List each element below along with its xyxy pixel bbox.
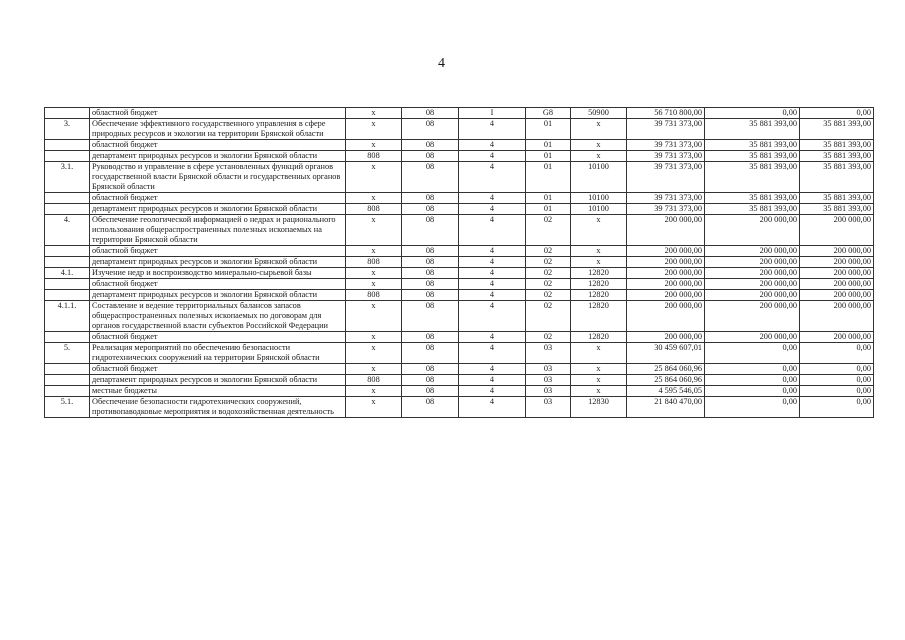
table-row	[45, 301, 874, 332]
row-name: Обеспечение эффективного государственного управления в сфере природных ресурсов и экологии на территории Брянской области	[90, 119, 346, 140]
cell-code-1: 808	[346, 257, 402, 268]
cell-code-5: х	[571, 246, 627, 257]
cell-code-2: 08	[402, 332, 459, 343]
row-number	[45, 108, 90, 119]
cell-code-4: 01	[526, 140, 571, 151]
cell-code-1: х	[346, 268, 402, 279]
table-row	[45, 364, 874, 375]
cell-amount-2: 200 000,00	[705, 290, 800, 301]
cell-code-5: х	[571, 151, 627, 162]
row-name: областной бюджет	[90, 193, 346, 204]
cell-code-1: х	[346, 343, 402, 364]
cell-code-1: 808	[346, 151, 402, 162]
cell-code-4: 02	[526, 257, 571, 268]
table-row	[45, 215, 874, 246]
cell-code-1: х	[346, 246, 402, 257]
cell-amount-2: 200 000,00	[705, 257, 800, 268]
table-row	[45, 108, 874, 119]
cell-code-2: 08	[402, 140, 459, 151]
table-row	[45, 268, 874, 279]
cell-code-5: х	[571, 375, 627, 386]
cell-code-1: х	[346, 215, 402, 246]
cell-amount-1: 200 000,00	[627, 257, 705, 268]
cell-amount-1: 30 459 607,01	[627, 343, 705, 364]
row-number	[45, 246, 90, 257]
cell-code-5: 10100	[571, 193, 627, 204]
cell-code-1: х	[346, 119, 402, 140]
cell-amount-1: 39 731 373,00	[627, 140, 705, 151]
table-row	[45, 246, 874, 257]
cell-amount-2: 35 881 393,00	[705, 140, 800, 151]
table-row	[45, 119, 874, 140]
cell-code-4: G8	[526, 108, 571, 119]
cell-code-5: х	[571, 364, 627, 375]
row-name: департамент природных ресурсов и экологии Брянской области	[90, 257, 346, 268]
row-number: 5.	[45, 343, 90, 364]
cell-amount-3: 200 000,00	[800, 290, 874, 301]
cell-code-1: х	[346, 108, 402, 119]
row-name: местные бюджеты	[90, 386, 346, 397]
row-name: Обеспечение безопасности гидротехнических сооружений, противопаводковые мероприятия и водохозяйственная деятельность	[90, 397, 346, 418]
cell-amount-2: 35 881 393,00	[705, 162, 800, 193]
row-number	[45, 151, 90, 162]
cell-amount-3: 0,00	[800, 343, 874, 364]
cell-code-4: 03	[526, 386, 571, 397]
cell-code-4: 01	[526, 204, 571, 215]
row-number	[45, 204, 90, 215]
row-name: областной бюджет	[90, 364, 346, 375]
table-body	[45, 108, 874, 418]
cell-code-4: 02	[526, 290, 571, 301]
cell-code-2: 08	[402, 397, 459, 418]
cell-amount-2: 200 000,00	[705, 332, 800, 343]
cell-code-4: 01	[526, 193, 571, 204]
cell-amount-3: 35 881 393,00	[800, 193, 874, 204]
row-number	[45, 193, 90, 204]
cell-amount-1: 21 840 470,00	[627, 397, 705, 418]
row-name: Обеспечение геологической информацией о недрах и рационального использования общераспространенных полезных ископаемых на территории Брянской области	[90, 215, 346, 246]
cell-code-4: 02	[526, 268, 571, 279]
cell-code-2: 08	[402, 386, 459, 397]
cell-amount-2: 200 000,00	[705, 301, 800, 332]
cell-amount-1: 39 731 373,00	[627, 119, 705, 140]
table-row	[45, 397, 874, 418]
cell-amount-2: 200 000,00	[705, 279, 800, 290]
cell-code-2: 08	[402, 364, 459, 375]
row-number	[45, 279, 90, 290]
row-name: Составление и ведение территориальных балансов запасов общераспространенных полезных ископаемых по договорам для органов государственной власти субъектов Российской Федерации	[90, 301, 346, 332]
cell-amount-3: 200 000,00	[800, 268, 874, 279]
cell-amount-1: 39 731 373,00	[627, 204, 705, 215]
cell-code-3: 4	[459, 279, 526, 290]
cell-amount-2: 0,00	[705, 397, 800, 418]
row-number: 5.1.	[45, 397, 90, 418]
cell-code-3: I	[459, 108, 526, 119]
cell-amount-2: 35 881 393,00	[705, 193, 800, 204]
row-name: областной бюджет	[90, 108, 346, 119]
row-number	[45, 364, 90, 375]
cell-code-2: 08	[402, 257, 459, 268]
row-name: областной бюджет	[90, 140, 346, 151]
cell-amount-2: 200 000,00	[705, 215, 800, 246]
cell-amount-3: 200 000,00	[800, 301, 874, 332]
cell-amount-1: 200 000,00	[627, 301, 705, 332]
row-number	[45, 140, 90, 151]
cell-amount-3: 200 000,00	[800, 332, 874, 343]
cell-amount-2: 35 881 393,00	[705, 204, 800, 215]
page-number: 4	[438, 56, 445, 71]
table-row	[45, 386, 874, 397]
row-name: областной бюджет	[90, 332, 346, 343]
cell-code-1: 808	[346, 290, 402, 301]
cell-code-2: 08	[402, 119, 459, 140]
cell-amount-2: 200 000,00	[705, 268, 800, 279]
cell-code-1: х	[346, 364, 402, 375]
cell-code-2: 08	[402, 268, 459, 279]
cell-amount-1: 4 595 546,05	[627, 386, 705, 397]
cell-amount-2: 35 881 393,00	[705, 151, 800, 162]
table-row	[45, 290, 874, 301]
cell-amount-1: 200 000,00	[627, 290, 705, 301]
cell-code-4: 03	[526, 397, 571, 418]
cell-code-4: 03	[526, 375, 571, 386]
cell-code-4: 02	[526, 246, 571, 257]
cell-code-5: х	[571, 257, 627, 268]
cell-code-2: 08	[402, 108, 459, 119]
row-name: департамент природных ресурсов и экологии Брянской области	[90, 290, 346, 301]
cell-amount-1: 56 710 800,00	[627, 108, 705, 119]
row-name: Реализация мероприятий по обеспечению безопасности гидротехнических сооружений на территории Брянской области	[90, 343, 346, 364]
cell-code-3: 4	[459, 193, 526, 204]
cell-code-5: х	[571, 119, 627, 140]
cell-amount-2: 35 881 393,00	[705, 119, 800, 140]
cell-code-3: 4	[459, 332, 526, 343]
cell-code-5: х	[571, 140, 627, 151]
cell-code-1: х	[346, 332, 402, 343]
cell-code-2: 08	[402, 301, 459, 332]
cell-code-1: х	[346, 301, 402, 332]
cell-amount-2: 200 000,00	[705, 246, 800, 257]
row-name: областной бюджет	[90, 246, 346, 257]
table-row	[45, 204, 874, 215]
cell-code-3: 4	[459, 246, 526, 257]
cell-code-5: 12830	[571, 397, 627, 418]
cell-amount-3: 0,00	[800, 386, 874, 397]
row-number: 4.1.	[45, 268, 90, 279]
cell-code-4: 01	[526, 151, 571, 162]
cell-amount-3: 35 881 393,00	[800, 204, 874, 215]
cell-amount-3: 35 881 393,00	[800, 140, 874, 151]
cell-code-2: 08	[402, 204, 459, 215]
cell-code-1: 808	[346, 204, 402, 215]
cell-code-1: х	[346, 140, 402, 151]
cell-amount-2: 0,00	[705, 108, 800, 119]
cell-code-3: 4	[459, 343, 526, 364]
cell-code-5: 10100	[571, 162, 627, 193]
cell-amount-1: 200 000,00	[627, 215, 705, 246]
cell-code-4: 01	[526, 162, 571, 193]
cell-amount-3: 200 000,00	[800, 257, 874, 268]
row-name: областной бюджет	[90, 279, 346, 290]
cell-amount-1: 200 000,00	[627, 332, 705, 343]
cell-code-5: 10100	[571, 204, 627, 215]
cell-code-2: 08	[402, 343, 459, 364]
cell-code-5: 12820	[571, 279, 627, 290]
cell-code-4: 01	[526, 119, 571, 140]
cell-code-4: 03	[526, 364, 571, 375]
cell-code-4: 03	[526, 343, 571, 364]
table-row	[45, 375, 874, 386]
cell-amount-1: 39 731 373,00	[627, 193, 705, 204]
cell-code-3: 4	[459, 290, 526, 301]
cell-amount-1: 200 000,00	[627, 268, 705, 279]
cell-code-5: 12820	[571, 290, 627, 301]
table-row	[45, 343, 874, 364]
cell-code-5: 12820	[571, 268, 627, 279]
cell-code-3: 4	[459, 397, 526, 418]
cell-code-2: 08	[402, 151, 459, 162]
cell-amount-3: 200 000,00	[800, 246, 874, 257]
cell-code-4: 02	[526, 215, 571, 246]
cell-code-3: 4	[459, 268, 526, 279]
cell-code-2: 08	[402, 215, 459, 246]
cell-amount-3: 0,00	[800, 397, 874, 418]
cell-amount-2: 0,00	[705, 343, 800, 364]
cell-code-2: 08	[402, 290, 459, 301]
cell-amount-1: 25 864 060,96	[627, 364, 705, 375]
cell-amount-1: 200 000,00	[627, 279, 705, 290]
cell-code-4: 02	[526, 301, 571, 332]
cell-amount-1: 39 731 373,00	[627, 162, 705, 193]
cell-code-1: х	[346, 386, 402, 397]
cell-amount-1: 200 000,00	[627, 246, 705, 257]
cell-code-5: 50900	[571, 108, 627, 119]
row-number: 3.1.	[45, 162, 90, 193]
cell-code-2: 08	[402, 246, 459, 257]
cell-code-2: 08	[402, 162, 459, 193]
cell-code-5: х	[571, 343, 627, 364]
row-name: департамент природных ресурсов и экологии Брянской области	[90, 151, 346, 162]
cell-amount-3: 35 881 393,00	[800, 119, 874, 140]
cell-amount-2: 0,00	[705, 364, 800, 375]
cell-code-3: 4	[459, 364, 526, 375]
table-row	[45, 162, 874, 193]
row-number	[45, 290, 90, 301]
budget-table	[44, 107, 874, 418]
cell-code-3: 4	[459, 375, 526, 386]
cell-code-1: х	[346, 279, 402, 290]
cell-code-3: 4	[459, 119, 526, 140]
row-name: Изучение недр и воспроизводство минерально-сырьевой базы	[90, 268, 346, 279]
cell-code-2: 08	[402, 193, 459, 204]
table-row	[45, 193, 874, 204]
cell-code-4: 02	[526, 332, 571, 343]
table-row	[45, 257, 874, 268]
row-name: департамент природных ресурсов и экологии Брянской области	[90, 375, 346, 386]
row-number: 4.1.1.	[45, 301, 90, 332]
cell-amount-3: 0,00	[800, 108, 874, 119]
table-row	[45, 151, 874, 162]
cell-amount-3: 0,00	[800, 364, 874, 375]
cell-code-5: х	[571, 386, 627, 397]
cell-code-5: 12820	[571, 332, 627, 343]
table-row	[45, 332, 874, 343]
row-name: Руководство и управление в сфере установленных функций органов государственной власти Брянской области и государственных органов Брянской области	[90, 162, 346, 193]
cell-code-3: 4	[459, 151, 526, 162]
cell-amount-1: 25 864 060,96	[627, 375, 705, 386]
cell-amount-2: 0,00	[705, 386, 800, 397]
row-number	[45, 386, 90, 397]
cell-code-3: 4	[459, 257, 526, 268]
cell-amount-1: 39 731 373,00	[627, 151, 705, 162]
row-number	[45, 375, 90, 386]
row-number: 3.	[45, 119, 90, 140]
cell-amount-3: 200 000,00	[800, 215, 874, 246]
cell-amount-3: 35 881 393,00	[800, 162, 874, 193]
cell-code-2: 08	[402, 279, 459, 290]
cell-code-3: 4	[459, 140, 526, 151]
row-number: 4.	[45, 215, 90, 246]
cell-code-2: 08	[402, 375, 459, 386]
cell-code-1: 808	[346, 375, 402, 386]
cell-code-3: 4	[459, 204, 526, 215]
row-number	[45, 332, 90, 343]
table-row	[45, 140, 874, 151]
cell-amount-2: 0,00	[705, 375, 800, 386]
cell-code-3: 4	[459, 301, 526, 332]
cell-amount-3: 200 000,00	[800, 279, 874, 290]
row-number	[45, 257, 90, 268]
cell-code-3: 4	[459, 162, 526, 193]
cell-code-5: х	[571, 215, 627, 246]
table-row	[45, 279, 874, 290]
row-name: департамент природных ресурсов и экологии Брянской области	[90, 204, 346, 215]
cell-code-1: х	[346, 397, 402, 418]
cell-code-4: 02	[526, 279, 571, 290]
cell-amount-3: 35 881 393,00	[800, 151, 874, 162]
cell-code-3: 4	[459, 386, 526, 397]
cell-code-3: 4	[459, 215, 526, 246]
cell-code-1: х	[346, 162, 402, 193]
cell-code-1: х	[346, 193, 402, 204]
cell-amount-3: 0,00	[800, 375, 874, 386]
cell-code-5: 12820	[571, 301, 627, 332]
